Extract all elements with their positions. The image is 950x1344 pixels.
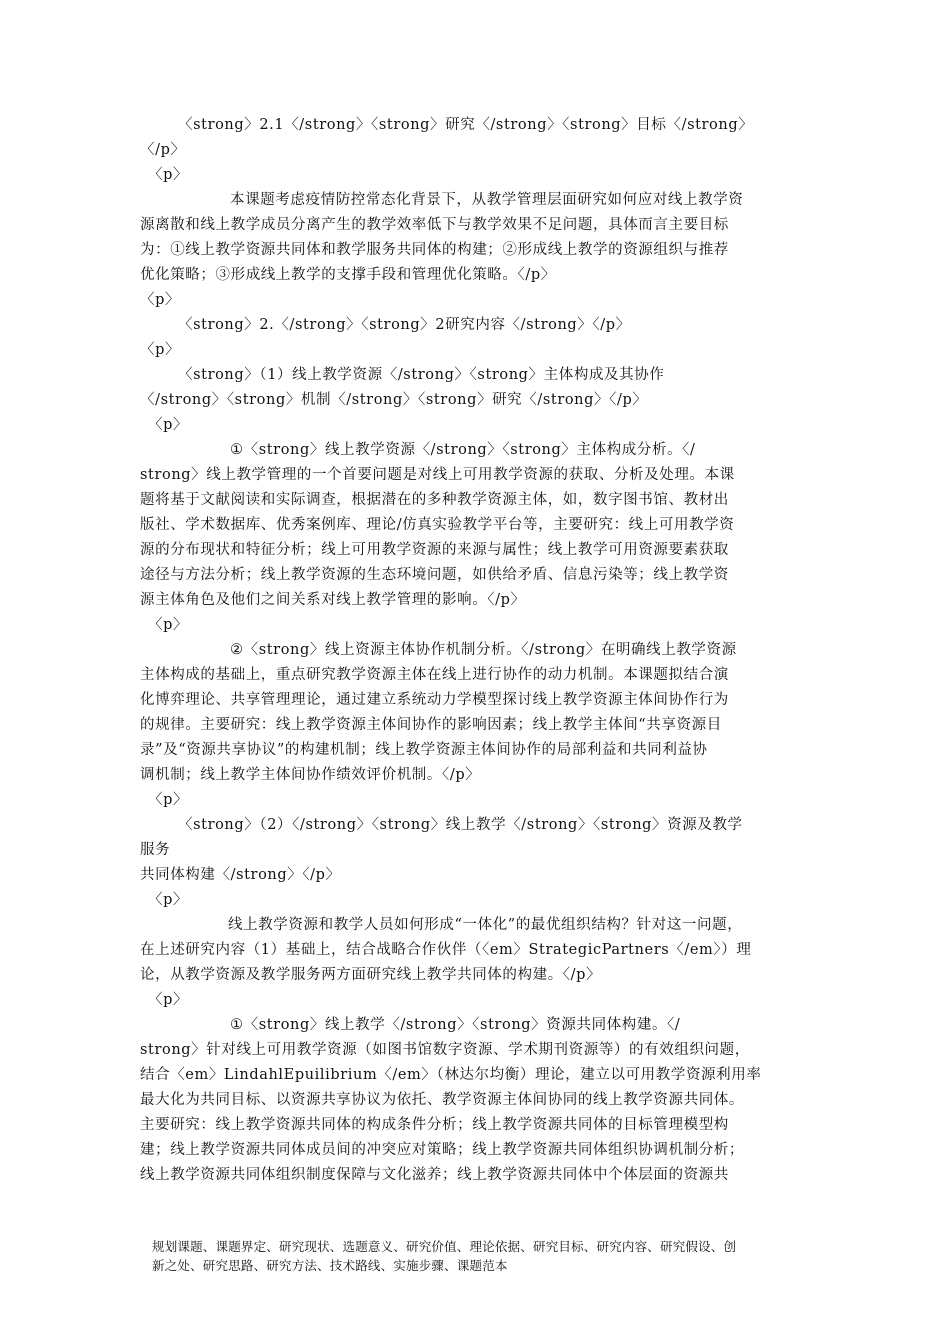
text-line: 题将基于文献阅读和实际调查，根据潜在的多种教学资源主体，如，数字图书馆、教材出 (140, 492, 729, 508)
footer-line: 规划课题、课题界定、研究现状、选题意义、研究价值、理论依据、研究目标、研究内容、研究假设、创 (152, 1239, 737, 1254)
text-line: 优化策略；③形成线上教学的支撑手段和管理优化策略。〈/p〉 (140, 267, 556, 283)
text-line: strong〉线上教学管理的一个首要问题是对线上可用教学资源的获取、分析及处理。本课 (140, 467, 735, 483)
text-line: 化博弈理论、共享管理理论，通过建立系统动力学模型探讨线上教学资源主体间协作行为 (140, 692, 729, 708)
text-line: ①〈strong〉线上教学资源〈/strong〉〈strong〉主体构成分析。〈/ (230, 442, 696, 458)
footer-line: 新之处、研究思路、研究方法、技术路线、实施步骤、课题范本 (152, 1258, 508, 1273)
text-line: 源离散和线上教学成员分离产生的教学效率低下与教学效果不足问题，具体而言主要目标 (140, 217, 729, 233)
text-line: 〈/strong〉〈strong〉机制〈/strong〉〈strong〉研究〈/strong〉〈/p〉 (140, 392, 648, 408)
text-line: 论，从教学资源及教学服务两方面研究线上教学共同体的构建。〈/p〉 (140, 967, 602, 983)
text-line: 途径与方法分析；线上教学资源的生态环境问题，如供给矛盾、信息污染等；线上教学资 (140, 567, 729, 583)
text-line: 主体构成的基础上，重点研究教学资源主体在线上进行协作的动力机制。本课题拟结合演 (140, 667, 729, 683)
text-line: 〈p〉 (148, 892, 189, 908)
text-line: 〈strong〉（1）线上教学资源〈/strong〉〈strong〉主体构成及其协作 (178, 367, 665, 383)
text-line: 源的分布现状和特征分析；线上可用教学资源的来源与属性；线上教学可用资源要素获取 (140, 542, 729, 558)
text-line: 〈/p〉 (140, 142, 186, 158)
text-line: 调机制；线上教学主体间协作绩效评价机制。〈/p〉 (140, 767, 481, 783)
text-line: strong〉针对线上可用教学资源（如图书馆数字资源、学术期刊资源等）的有效组织问题， (140, 1042, 750, 1058)
text-line: 主要研究：线上教学资源共同体的构成条件分析；线上教学资源共同体的目标管理模型构 (140, 1117, 729, 1133)
text-line: 本课题考虑疫情防控常态化背景下，从教学管理层面研究如何应对线上教学资 (230, 192, 744, 208)
text-line: 为：①线上教学资源共同体和教学服务共同体的构建；②形成线上教学的资源组织与推荐 (140, 242, 729, 258)
text-line: 录”及“资源共享协议”的构建机制；线上教学资源主体间协作的局部利益和共同利益协 (140, 742, 708, 758)
text-line: 〈p〉 (148, 992, 189, 1008)
text-line: 源主体角色及他们之间关系对线上教学管理的影响。〈/p〉 (140, 592, 526, 608)
text-line: 的规律。主要研究：线上教学资源主体间协作的影响因素；线上教学主体间“共享资源目 (140, 717, 722, 733)
text-line: 最大化为共同目标、以资源共享协议为依托、教学资源主体间协同的线上教学资源共同体。 (140, 1092, 744, 1108)
text-line: 服务 (140, 842, 171, 858)
text-line: ①〈strong〉线上教学〈/strong〉〈strong〉资源共同体构建。〈/ (230, 1017, 681, 1033)
text-line: 〈strong〉2.〈/strong〉〈strong〉2研究内容〈/strong〉〈/p〉 (178, 317, 631, 333)
text-line: 线上教学资源共同体组织制度保障与文化滋养；线上教学资源共同体中个体层面的资源共 (140, 1167, 729, 1183)
text-line: 〈p〉 (148, 417, 189, 433)
text-line: 〈p〉 (148, 167, 189, 183)
text-line: 〈strong〉（2）〈/strong〉〈strong〉线上教学〈/strong〉〈strong〉资源及教学 (178, 817, 743, 833)
text-line: 〈p〉 (140, 292, 181, 308)
text-line: 在上述研究内容（1）基础上，结合战略合作伙伴（〈em〉StrategicPartners〈/em〉）理 (140, 942, 752, 958)
text-line: 线上教学资源和教学人员如何形成“一体化”的最优组织结构？针对这一问题， (228, 917, 743, 933)
text-line: 建；线上教学资源共同体成员间的冲突应对策略；线上教学资源共同体组织协调机制分析； (140, 1142, 744, 1158)
text-line: ②〈strong〉线上资源主体协作机制分析。〈/strong〉在明确线上教学资源 (230, 642, 737, 658)
text-line: 结合〈em〉LindahlEpuilibrium〈/em〉（林达尔均衡）理论，建立以可用教学资源利用率 (140, 1067, 762, 1083)
text-line: 〈p〉 (140, 342, 181, 358)
text-line: 〈p〉 (148, 617, 189, 633)
text-line: 〈strong〉2.1〈/strong〉〈strong〉研究〈/strong〉〈strong〉目标〈/strong〉 (178, 117, 754, 133)
text-line: 共同体构建〈/strong〉〈/p〉 (140, 867, 341, 883)
text-line: 版社、学术数据库、优秀案例库、理论/仿真实验教学平台等，主要研究：线上可用教学资 (140, 517, 735, 533)
text-line: 〈p〉 (148, 792, 189, 808)
